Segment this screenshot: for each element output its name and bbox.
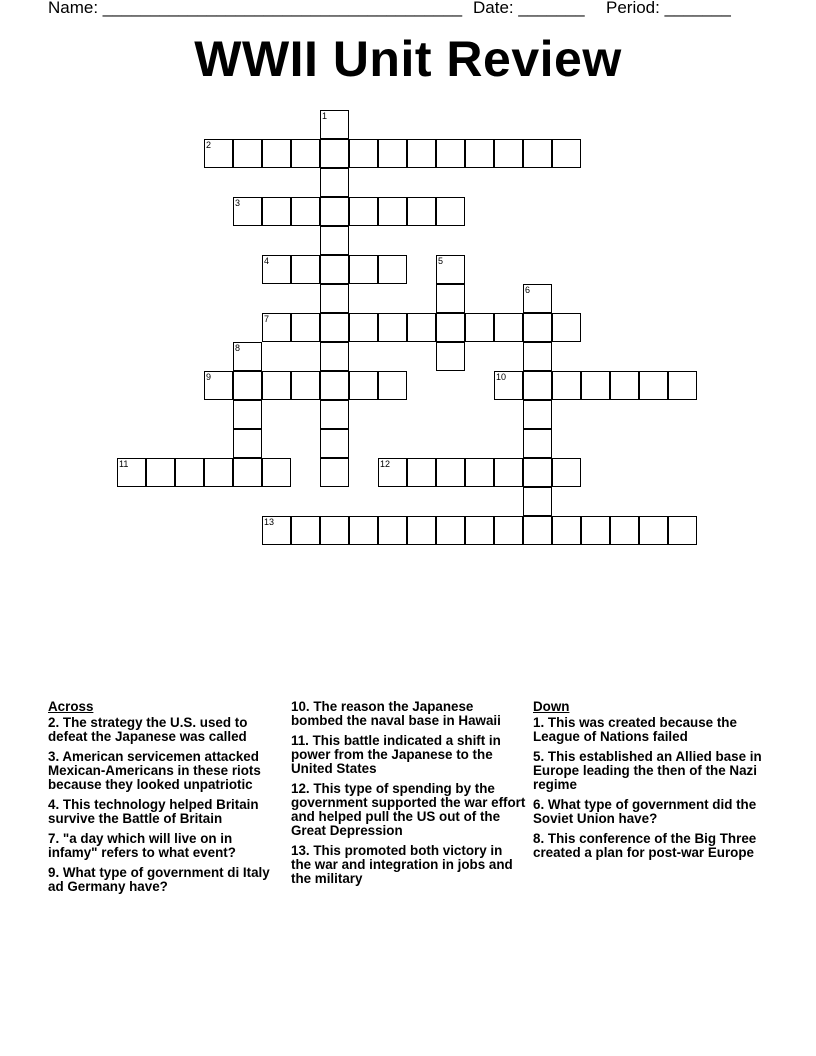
grid-cell[interactable] [320, 429, 349, 458]
clues-column-3 [533, 700, 768, 866]
grid-cell[interactable] [552, 458, 581, 487]
clue-number: 13 [264, 517, 275, 527]
grid-cell[interactable] [523, 139, 552, 168]
grid-cell[interactable] [320, 516, 349, 545]
grid-cell[interactable] [523, 487, 552, 516]
clues-column-2 [291, 700, 526, 892]
clue-number: 6 [525, 285, 531, 295]
grid-cell[interactable] [320, 284, 349, 313]
grid-cell[interactable] [407, 313, 436, 342]
grid-cell[interactable] [291, 197, 320, 226]
grid-cell[interactable] [262, 139, 291, 168]
across-clue: 11. This battle indicated a shift in power from the Japanese to the United States [291, 733, 501, 776]
grid-cell[interactable] [233, 139, 262, 168]
across-clue: 7. "a day which will live on in infamy" refers to what event? [48, 831, 236, 860]
grid-cell[interactable] [523, 284, 552, 313]
down-clue: 1. This was created because the League of Nations failed [533, 715, 737, 744]
name-field[interactable]: Name: ______________________________________ [48, 0, 463, 17]
clue-number: 7 [264, 314, 270, 324]
grid-cell[interactable] [233, 429, 262, 458]
grid-cell[interactable] [320, 371, 349, 400]
grid-cell[interactable] [146, 458, 175, 487]
grid-cell[interactable] [436, 313, 465, 342]
down-clue: 5. This established an Allied base in Europe leading the then of the Nazi regime [533, 749, 762, 792]
grid-cell[interactable] [291, 255, 320, 284]
grid-cell[interactable] [436, 342, 465, 371]
grid-cell[interactable] [436, 255, 465, 284]
grid-cell[interactable] [494, 458, 523, 487]
grid-cell[interactable] [233, 458, 262, 487]
across-clue: 2. The strategy the U.S. used to defeat the Japanese was called [48, 715, 248, 744]
clue-number: 3 [235, 198, 241, 208]
across-clue: 3. American servicemen attacked Mexican-Americans in these riots because they looked unpatriotic [48, 749, 261, 792]
grid-cell[interactable] [262, 313, 291, 342]
grid-cell[interactable] [291, 313, 320, 342]
grid-cell[interactable] [523, 429, 552, 458]
grid-cell[interactable] [465, 139, 494, 168]
grid-cell[interactable] [320, 342, 349, 371]
grid-cell[interactable] [407, 458, 436, 487]
down-clue: 6. What type of government did the Soviet Union have? [533, 797, 757, 826]
grid-cell[interactable] [523, 371, 552, 400]
grid-cell[interactable] [465, 516, 494, 545]
grid-cell[interactable] [117, 458, 146, 487]
period-field[interactable]: Period: _______ [606, 0, 731, 17]
grid-cell[interactable] [291, 371, 320, 400]
grid-cell[interactable] [378, 313, 407, 342]
grid-cell[interactable] [204, 371, 233, 400]
grid-cell[interactable] [320, 110, 349, 139]
grid-cell[interactable] [320, 226, 349, 255]
grid-cell[interactable] [262, 458, 291, 487]
grid-cell[interactable] [233, 342, 262, 371]
grid-cell[interactable] [320, 400, 349, 429]
across-clue: 10. The reason the Japanese bombed the naval base in Hawaii [291, 699, 501, 728]
grid-cell[interactable] [262, 255, 291, 284]
grid-cell[interactable] [494, 139, 523, 168]
across-clue: 12. This type of spending by the government supported the war effort and helped pull the US out of the Great Depression [291, 781, 526, 838]
grid-cell[interactable] [523, 313, 552, 342]
clues-column-1 [48, 700, 283, 900]
grid-cell[interactable] [262, 371, 291, 400]
grid-cell[interactable] [233, 197, 262, 226]
page-title: WWII Unit Review [194, 31, 622, 87]
grid-cell[interactable] [639, 516, 668, 545]
grid-cell[interactable] [436, 516, 465, 545]
grid-cell[interactable] [407, 139, 436, 168]
grid-cell[interactable] [639, 371, 668, 400]
grid-cell[interactable] [349, 255, 378, 284]
grid-cell[interactable] [494, 516, 523, 545]
grid-cell[interactable] [349, 197, 378, 226]
grid-cell[interactable] [233, 371, 262, 400]
grid-cell[interactable] [494, 313, 523, 342]
clue-number: 12 [380, 459, 391, 469]
grid-cell[interactable] [494, 371, 523, 400]
grid-cell[interactable] [320, 313, 349, 342]
clue-number: 8 [235, 343, 241, 353]
grid-cell[interactable] [233, 400, 262, 429]
grid-cell[interactable] [349, 139, 378, 168]
clue-number: 2 [206, 140, 212, 150]
grid-cell[interactable] [436, 139, 465, 168]
down-clue: 8. This conference of the Big Three created a plan for post-war Europe [533, 831, 757, 860]
grid-cell[interactable] [668, 516, 697, 545]
grid-cell[interactable] [407, 516, 436, 545]
grid-cell[interactable] [581, 371, 610, 400]
grid-cell[interactable] [378, 371, 407, 400]
grid-cell[interactable] [320, 458, 349, 487]
grid-cell[interactable] [610, 371, 639, 400]
grid-cell[interactable] [523, 516, 552, 545]
date-field[interactable]: Date: _______ [473, 0, 585, 17]
grid-cell[interactable] [349, 516, 378, 545]
grid-cell[interactable] [378, 139, 407, 168]
down-heading: Down [533, 699, 570, 714]
grid-cell[interactable] [378, 516, 407, 545]
grid-cell[interactable] [204, 139, 233, 168]
grid-cell[interactable] [436, 284, 465, 313]
grid-cell[interactable] [262, 197, 291, 226]
grid-cell[interactable] [668, 371, 697, 400]
grid-cell[interactable] [320, 255, 349, 284]
across-heading: Across [48, 699, 94, 714]
grid-cell[interactable] [523, 342, 552, 371]
grid-cell[interactable] [262, 516, 291, 545]
grid-cell[interactable] [291, 139, 320, 168]
grid-cell[interactable] [436, 458, 465, 487]
grid-cell[interactable] [378, 197, 407, 226]
grid-cell[interactable] [610, 516, 639, 545]
grid-cell[interactable] [407, 197, 436, 226]
across-clue: 13. This promoted both victory in the war and integration in jobs and the military [291, 843, 513, 886]
grid-cell[interactable] [523, 400, 552, 429]
grid-cell[interactable] [378, 255, 407, 284]
clue-number: 9 [206, 372, 212, 382]
clue-number: 11 [119, 459, 129, 469]
across-clue: 9. What type of government di Italy ad Germany have? [48, 865, 270, 894]
clue-number: 5 [438, 256, 444, 266]
grid-cell[interactable] [320, 168, 349, 197]
grid-cell[interactable] [436, 197, 465, 226]
grid-cell[interactable] [465, 313, 494, 342]
grid-cell[interactable] [581, 516, 610, 545]
grid-cell[interactable] [204, 458, 233, 487]
grid-cell[interactable] [349, 371, 378, 400]
grid-cell[interactable] [320, 197, 349, 226]
grid-cell[interactable] [552, 371, 581, 400]
grid-cell[interactable] [552, 516, 581, 545]
across-clue: 4. This technology helped Britain survive the Battle of Britain [48, 797, 259, 826]
grid-cell[interactable] [552, 313, 581, 342]
grid-cell[interactable] [175, 458, 204, 487]
grid-cell[interactable] [320, 139, 349, 168]
grid-cell[interactable] [465, 458, 494, 487]
clue-number: 1 [322, 111, 328, 121]
grid-cell[interactable] [291, 516, 320, 545]
grid-cell[interactable] [349, 313, 378, 342]
clue-number: 4 [264, 256, 270, 266]
grid-cell[interactable] [378, 458, 407, 487]
grid-cell[interactable] [523, 458, 552, 487]
clue-number: 10 [496, 372, 507, 382]
grid-cell[interactable] [552, 139, 581, 168]
